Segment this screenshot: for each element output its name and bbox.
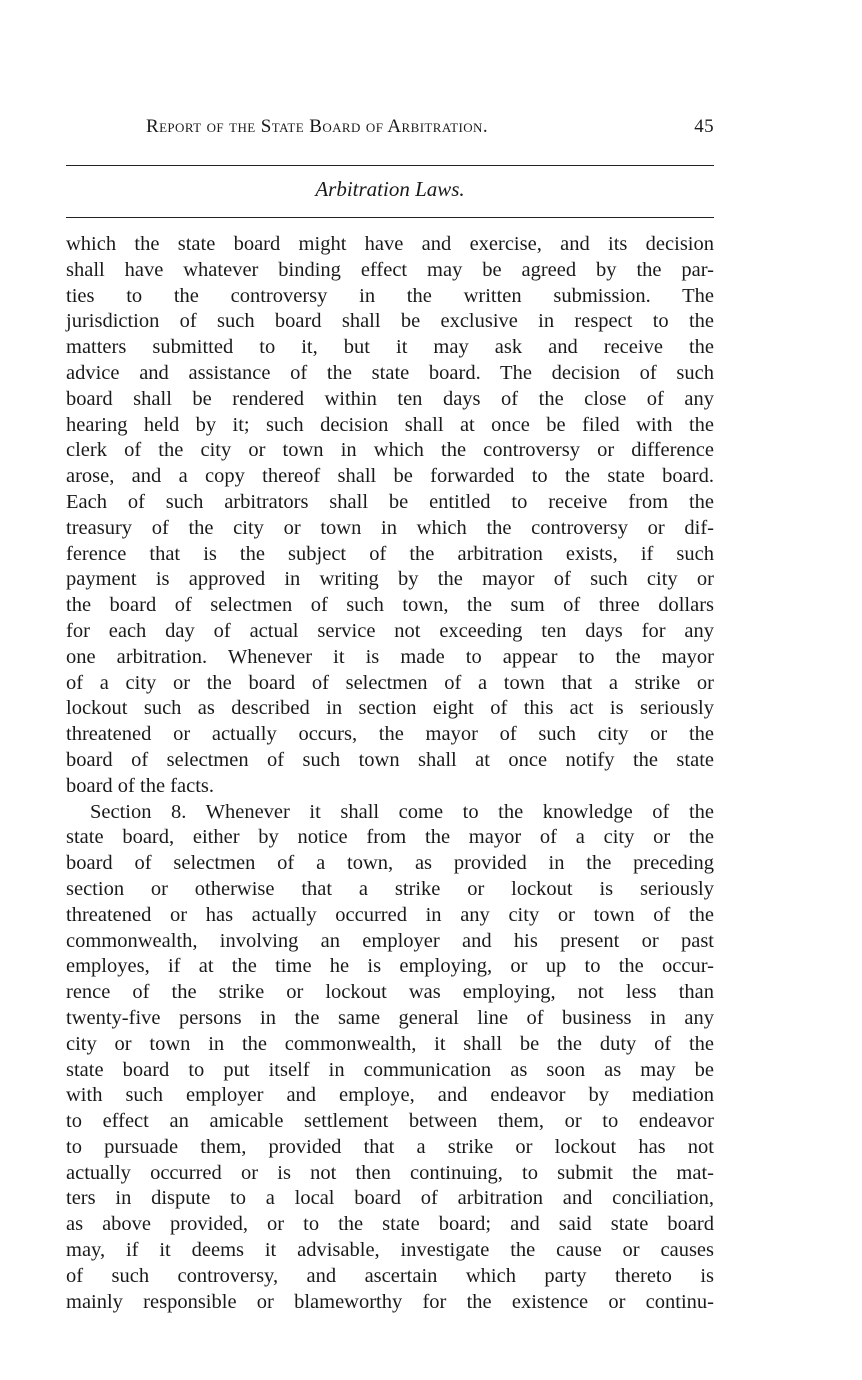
text-line: matters submitted to it, but it may ask and receive the	[66, 336, 714, 359]
text-line: state board to put itself in communication as soon as may be	[66, 1058, 714, 1081]
text-line: the board of selectmen of such town, the sum of three dollars	[66, 594, 714, 617]
text-line: threatened or actually occurs, the mayor of such city or the	[66, 723, 714, 746]
text-line: may, if it deems it advisable, investigate the cause or causes	[66, 1239, 714, 1262]
text-line: Each of such arbitrators shall be entitled to receive from the	[66, 490, 714, 513]
running-head	[66, 116, 714, 146]
text-line: state board, either by notice from the mayor of a city or the	[66, 826, 714, 849]
text-line: which the state board might have and exercise, and its decision	[66, 233, 714, 255]
text-line: actually occurred or is not then continuing, to submit the mat-	[66, 1161, 714, 1184]
text-line: ties to the controversy in the written submission. The	[66, 284, 714, 307]
text-line: mainly responsible or blameworthy for the existence or continu-	[66, 1290, 714, 1313]
text-line: of such controversy, and ascertain which party thereto is	[66, 1264, 714, 1287]
text-line: ference that is the subject of the arbitration exists, if such	[66, 542, 714, 565]
text-line: hearing held by it; such decision shall at once be filed with the	[66, 413, 714, 436]
text-line: rence of the strike or lockout was employing, not less than	[66, 981, 714, 1004]
body-text	[66, 232, 714, 1315]
text-line: board of selectmen of a town, as provided in the preceding	[66, 852, 714, 875]
text-line: twenty-five persons in the same general line of business in any	[66, 1006, 714, 1029]
text-line: clerk of the city or town in which the controversy or difference	[66, 439, 714, 462]
text-line: shall have whatever binding effect may be agreed by the par-	[66, 258, 714, 281]
text-line: employes, if at the time he is employing, or up to the occur-	[66, 955, 714, 978]
text-line: commonwealth, involving an employer and his present or past	[66, 929, 714, 952]
text-line: as above provided, or to the state board; and said state board	[66, 1213, 714, 1236]
text-line: with such employer and employe, and endeavor by mediation	[66, 1084, 714, 1107]
text-line: ters in dispute to a local board of arbitration and conciliation,	[66, 1187, 714, 1210]
text-line: lockout such as described in section eight of this act is seriously	[66, 697, 714, 720]
text-line: one arbitration. Whenever it is made to appear to the mayor	[66, 645, 714, 668]
text-line: treasury of the city or town in which the controversy or dif-	[66, 516, 714, 539]
section-8-first-line: Section 8. Whenever it shall come to the knowledge of the	[90, 800, 714, 823]
header-rule-bottom	[66, 217, 714, 218]
text-line: to effect an amicable settlement between them, or to endeavor	[66, 1110, 714, 1133]
section-title: Arbitration Laws.	[315, 177, 465, 201]
text-line: of a city or the board of selectmen of a town that a strike or	[66, 671, 714, 694]
text-line: threatened or has actually occurred in any city or town of the	[66, 903, 714, 926]
header-rule-top	[66, 165, 714, 166]
text-line: arose, and a copy thereof shall be forwarded to the state board.	[66, 465, 714, 488]
text-line: jurisdiction of such board shall be exclusive in respect to the	[66, 310, 714, 333]
text-line: to pursuade them, provided that a strike or lockout has not	[66, 1135, 714, 1158]
text-line: board of selectmen of such town shall at once notify the state	[66, 748, 714, 771]
text-line: city or town in the commonwealth, it shall be the duty of the	[66, 1032, 714, 1055]
text-line: for each day of actual service not exceeding ten days for any	[66, 619, 714, 642]
page-number: 45	[694, 116, 714, 137]
text-line: section or otherwise that a strike or lockout is seriously	[66, 877, 714, 900]
text-line: advice and assistance of the state board. The decision of such	[66, 361, 714, 384]
text-line: payment is approved in writing by the mayor of such city or	[66, 568, 714, 591]
text-line: board shall be rendered within ten days of the close of any	[66, 387, 714, 410]
running-title: Report of the State Board of Arbitration.	[146, 116, 488, 137]
paragraph-end-line: board of the facts.	[66, 774, 214, 797]
